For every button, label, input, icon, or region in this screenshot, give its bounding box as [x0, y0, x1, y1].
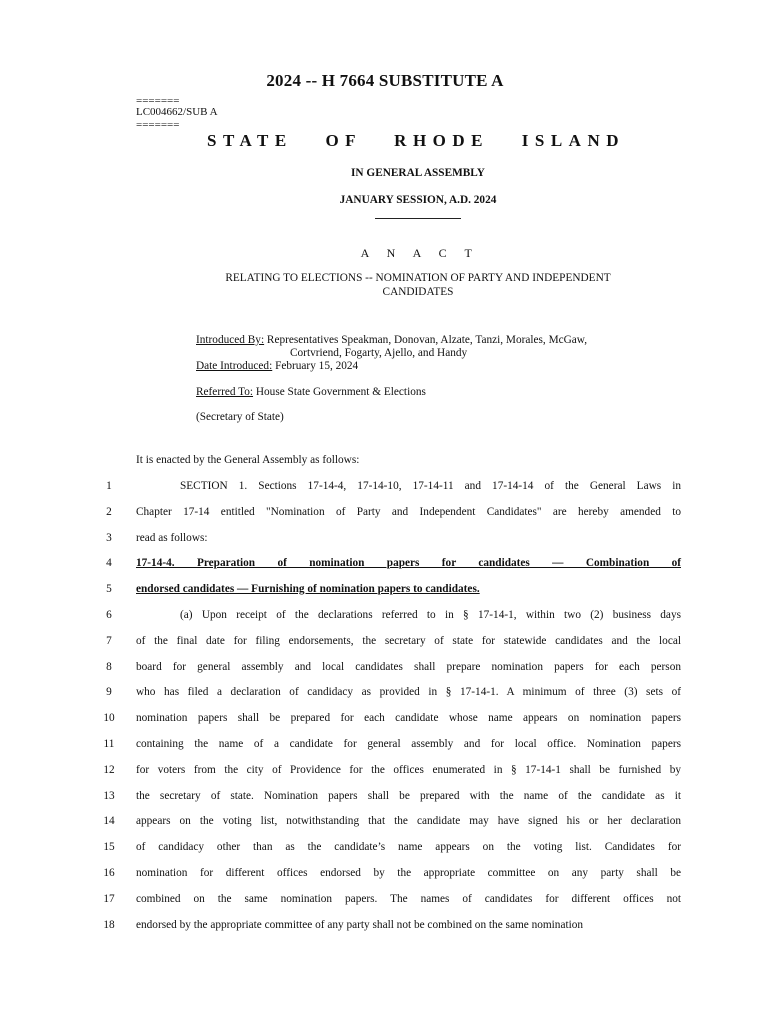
line-number: 15	[103, 841, 115, 853]
by-request: (Secretary of State)	[196, 411, 284, 423]
body-line: nomination for different offices endorsed by the appropriate committee on any party shall be	[136, 867, 681, 879]
body-line: of candidacy other than as the candidate’s name appears on the voting list. Candidates for	[136, 841, 681, 853]
line-number: 6	[106, 609, 112, 621]
act-label: A N A C T	[360, 246, 476, 260]
line-number: 8	[106, 661, 112, 673]
introduced-by-sponsors-cont: Cortvriend, Fogarty, Ajello, and Handy	[290, 347, 468, 359]
body-line: (a) Upon receipt of the declarations referred to in § 17-14-1, within two (2) business days	[180, 609, 681, 621]
separator-bottom: =======	[136, 119, 180, 131]
body-line: SECTION 1. Sections 17-14-4, 17-14-10, 17-14-11 and 17-14-14 of the General Laws in	[180, 480, 681, 492]
introduced-by-sponsors: Representatives Speakman, Donovan, Alzate, Tanzi, Morales, McGaw,	[266, 334, 588, 346]
line-number: 2	[106, 506, 112, 518]
line-number: 17	[103, 893, 115, 905]
body-line: for voters from the city of Providence for the offices enumerated in § 17-14-1 shall be furnished by	[136, 764, 681, 776]
separator-top: =======	[136, 95, 180, 107]
body-line: the secretary of state. Nomination papers shall be prepared with the name of the candidate as it	[136, 790, 681, 802]
body-line: endorsed candidates — Furnishing of nomination papers to candidates.	[136, 583, 480, 595]
act-title-line2: CANDIDATES	[382, 286, 454, 298]
date-introduced-value: February 15, 2024	[275, 360, 359, 372]
line-number: 9	[106, 686, 112, 698]
body-line: endorsed by the appropriate committee of any party shall not be combined on the same nomination	[136, 919, 584, 931]
session-heading: JANUARY SESSION, A.D. 2024	[339, 194, 497, 206]
line-number: 5	[106, 583, 112, 595]
body-line: Chapter 17-14 entitled "Nomination of Party and Independent Candidates" are hereby amended to	[136, 506, 681, 518]
lc-number: LC004662/SUB A	[136, 106, 218, 118]
line-number: 11	[103, 738, 115, 750]
line-number: 12	[103, 764, 115, 776]
body-line: combined on the same nomination papers. The names of candidates for different offices not	[136, 893, 681, 905]
session-rule	[375, 218, 461, 219]
line-number: 14	[103, 815, 115, 827]
line-number: 10	[103, 712, 115, 724]
date-introduced	[196, 360, 358, 372]
body-line: 17-14-4. Preparation of nomination papers for candidates — Combination of	[136, 557, 681, 569]
state-heading: STATE OF RHODE ISLAND	[206, 131, 626, 150]
referred-to-value: House State Government & Elections	[255, 386, 426, 398]
line-number: 18	[103, 919, 115, 931]
referred-to	[196, 386, 426, 398]
line-number: 13	[103, 790, 115, 802]
general-assembly-heading: IN GENERAL ASSEMBLY	[351, 167, 485, 179]
body-line: containing the name of a candidate for general assembly and for local office. Nomination papers	[136, 738, 681, 750]
body-line: nomination papers shall be prepared for each candidate whose name appears on nomination papers	[136, 712, 681, 724]
body-line: board for general assembly and local candidates shall prepare nomination papers for each person	[136, 661, 681, 673]
date-introduced-label: Date Introduced:	[196, 360, 273, 372]
introduced-by	[196, 334, 587, 346]
act-title-line1: RELATING TO ELECTIONS -- NOMINATION OF PARTY AND INDEPENDENT	[225, 272, 611, 284]
body-line: who has filed a declaration of candidacy as provided in § 17-14-1. A minimum of three (3) sets of	[136, 686, 681, 698]
bill-title: 2024 -- H 7664 SUBSTITUTE A	[266, 71, 504, 90]
body-line: appears on the voting list, notwithstanding that the candidate may have signed his or her declaration	[136, 815, 681, 827]
enacting-clause: It is enacted by the General Assembly as follows:	[136, 454, 360, 466]
line-number: 3	[106, 532, 112, 544]
line-number: 1	[106, 480, 112, 492]
body-line: read as follows:	[136, 532, 208, 544]
line-number: 7	[106, 635, 112, 647]
line-number: 4	[106, 557, 112, 569]
body-line: of the final date for filing endorsements, the secretary of state for statewide candidates and the local	[136, 635, 681, 647]
line-number: 16	[103, 867, 115, 879]
referred-to-label: Referred To:	[196, 386, 254, 398]
introduced-by-label: Introduced By:	[196, 334, 265, 346]
